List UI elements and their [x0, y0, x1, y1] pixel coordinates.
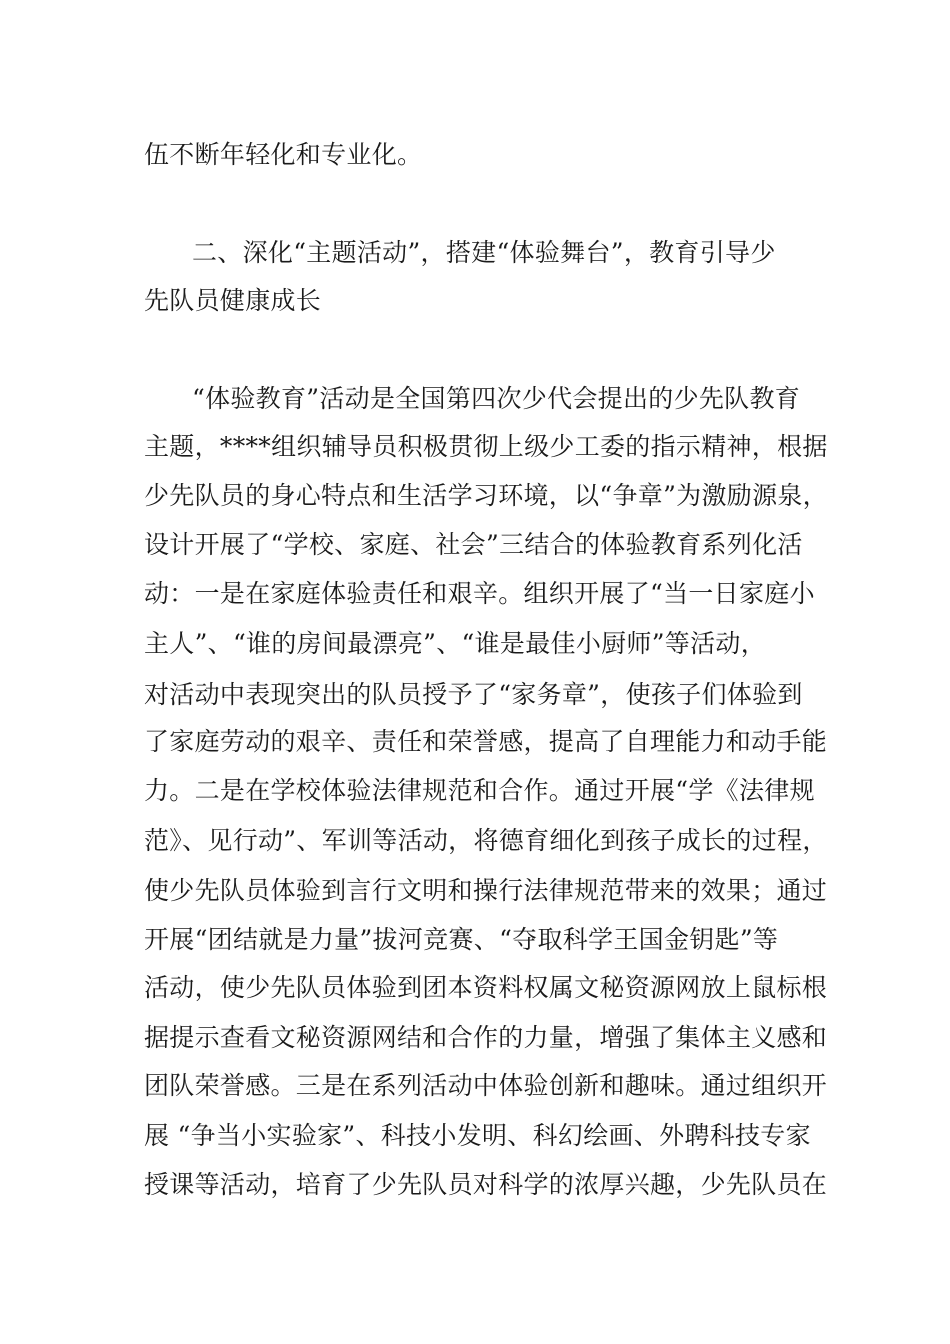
- section-heading-line-2: 先队员健康成长: [144, 286, 322, 315]
- paragraph-line: 授课等活动，培育了少先队员对科学的浓厚兴趣，少先队员在: [144, 1170, 828, 1199]
- paragraph-line: 范》、见行动”、军训等活动，将德育细化到孩子成长的过程，: [144, 826, 828, 855]
- paragraph-line: 活动，使少先队员体验到团本资料权属文秘资源网放上鼠标根: [144, 973, 828, 1002]
- paragraph-line: 对活动中表现突出的队员授予了“家务章”，使孩子们体验到: [144, 680, 803, 709]
- paragraph-line: 设计开展了“学校、家庭、社会”三结合的体验教育系列化活: [144, 530, 803, 559]
- paragraph-line: 据提示查看文秘资源网结和合作的力量，增强了集体主义感和: [144, 1023, 828, 1052]
- paragraph-line: 力。二是在学校体验法律规范和合作。通过开展“学《法律规: [144, 776, 815, 805]
- paragraph-line: 开展“团结就是力量”拔河竞赛、“夺取科学王国金钥匙”等: [144, 925, 779, 954]
- paragraph-line: “体验教育”活动是全国第四次少代会提出的少先队教育: [192, 384, 801, 413]
- paragraph-line: 少先队员的身心特点和生活学习环境，以“争章”为激励源泉，: [144, 481, 828, 510]
- paragraph-line: 使少先队员体验到言行文明和操行法律规范带来的效果；通过: [144, 876, 828, 905]
- paragraph-line: 主题，****组织辅导员积极贯彻上级少工委的指示精神，根据: [144, 432, 828, 461]
- paragraph-line: 主人”、“谁的房间最漂亮”、“谁是最佳小厨师”等活动，: [144, 629, 767, 658]
- text-line-continuation: 伍不断年轻化和专业化。: [144, 140, 423, 169]
- section-heading-line-1: 二、深化“主题活动”，搭建“体验舞台”，教育引导少: [192, 238, 776, 267]
- paragraph-line: 展 “争当小实验家”、科技小发明、科幻绘画、外聘科技专家: [144, 1121, 811, 1150]
- paragraph-line: 团队荣誉感。三是在系列活动中体验创新和趣味。通过组织开: [144, 1071, 828, 1100]
- paragraph-line: 了家庭劳动的艰辛、责任和荣誉感，提高了自理能力和动手能: [144, 727, 828, 756]
- paragraph-line: 动：一是在家庭体验责任和艰辛。组织开展了“当一日家庭小: [144, 579, 815, 608]
